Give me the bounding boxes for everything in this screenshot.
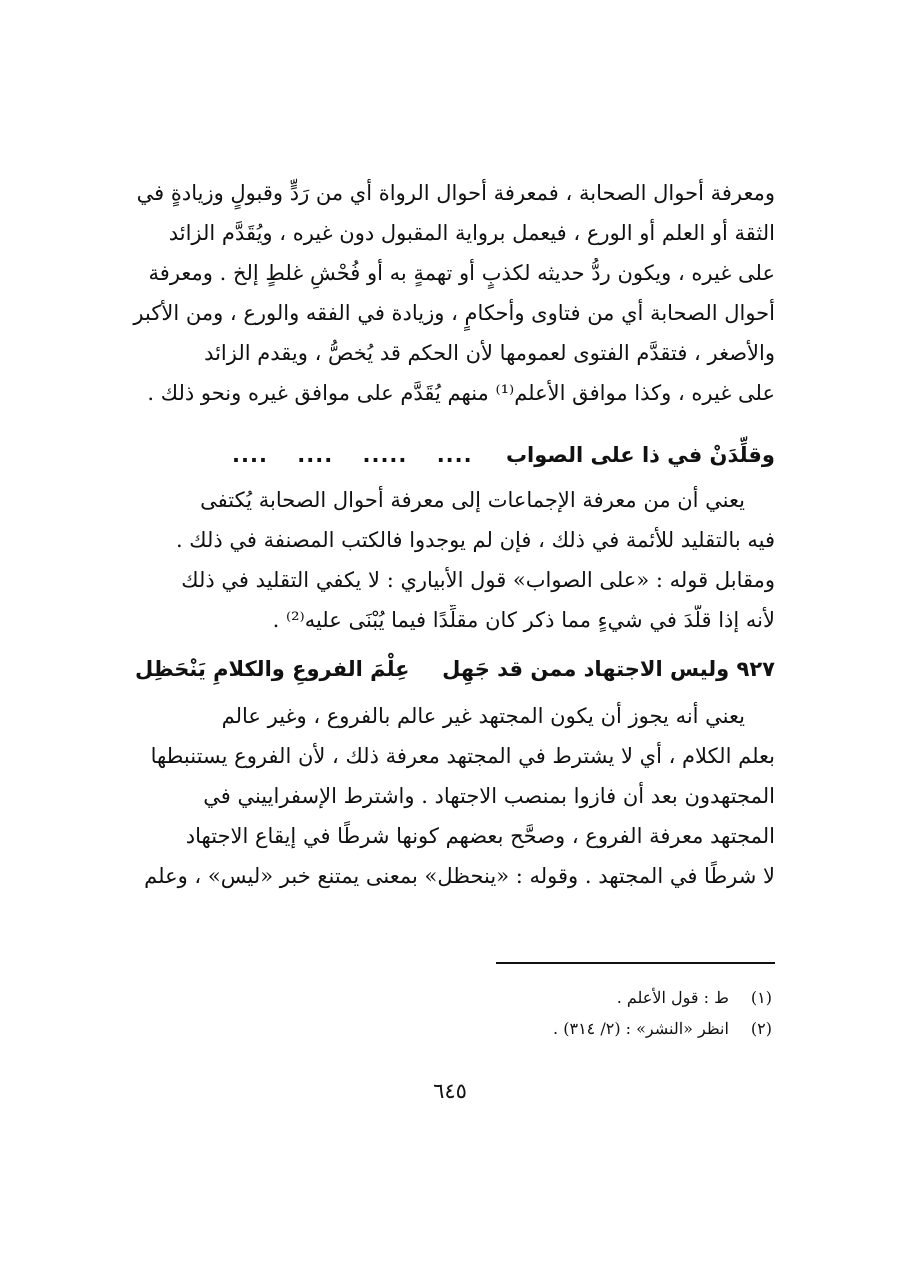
verse-dots: .... (232, 443, 268, 467)
footnote-separator (496, 962, 775, 964)
page-number: ٦٤٥ (433, 1079, 467, 1103)
verse-number: ٩٢٧ (736, 657, 775, 681)
footnote-text: ط : قول الأعلم . (616, 988, 729, 1007)
paragraph-2 (128, 485, 775, 645)
text-line: على غيره ، ويكون ردُّ حديثه لكذبٍ أو تهمةٍ به أو فُحْشِ غلطٍ إلخ . ومعرفة (148, 261, 775, 285)
paragraph-3 (128, 701, 775, 901)
paragraph-1 (128, 178, 775, 438)
verse-text: وقلِّدَنْ في ذا على الصواب (505, 443, 775, 467)
verse-dots: .... (436, 443, 473, 467)
verse-first-half: وليس الاجتهاد ممن قد جَهِل (442, 657, 730, 681)
footnote-1 (372, 984, 772, 1012)
text-line: يعني أن من معرفة الإجماعات إلى معرفة أحوال الصحابة يُكتفى (200, 488, 745, 512)
text-line: أحوال الصحابة أي من فتاوى وأحكامٍ ، وزيادة في الفقه والورع ، ومن الأكبر (133, 301, 775, 325)
verse-dots: ..... (362, 443, 408, 467)
text-line: يعني أنه يجوز أن يكون المجتهد غير عالم بالفروع ، وغير عالم (221, 704, 745, 728)
text-line: الثقة أو العلم أو الورع ، فيعمل برواية المقبول دون غيره ، ويُقَدَّم الزائد (168, 221, 775, 245)
text-line: لا شرطًا في المجتهد . وقوله : «ينحظل» بمعنى يمتنع خبر «ليس» ، وعلم (144, 864, 775, 888)
footnote-marker: (٢) (750, 1019, 772, 1038)
text-line: بعلم الكلام ، أي لا يشترط في المجتهد معرفة ذلك ، لأن الفروع يستنبطها (150, 744, 775, 768)
text-line: المجتهدون بعد أن فازوا بمنصب الاجتهاد . واشترط الإسفراييني في (203, 784, 775, 808)
text-line: المجتهد معرفة الفروع ، وصحَّح بعضهم كونها شرطًا في إيقاع الاجتهاد (185, 824, 775, 848)
footnote-marker: (١) (750, 988, 772, 1007)
text-line: والأصغر ، فتقدَّم الفتوى لعمومها لأن الحكم قد يُخصُّ ، ويقدم الزائد (204, 341, 775, 365)
verse-dots: .... (297, 443, 334, 467)
verse-line-1 (128, 438, 775, 472)
footnote-2 (372, 1015, 772, 1043)
text-line: لأنه إذا قلَّدَ في شيءٍ مما ذكر كان مقلِّدًا فيما يُبْنَى عليه⁽²⁾ . (272, 608, 775, 632)
text-line: فيه بالتقليد للأئمة في ذلك ، فإن لم يوجدوا فالكتب المصنفة في ذلك . (175, 528, 775, 552)
verse-line-2 (128, 652, 775, 686)
verse-second-half: عِلْمَ الفروعِ والكلامِ يَنْحَظِل (135, 657, 410, 681)
text-line: ومقابل قوله : «على الصواب» قول الأبياري : لا يكفي التقليد في ذلك (181, 568, 775, 592)
text-line: ومعرفة أحوال الصحابة ، فمعرفة أحوال الرواة أي من رَدٍّ وقبولٍ وزيادةٍ في (136, 181, 775, 205)
footnote-text: انظر «النشر» : (٢/ ٣١٤) . (553, 1019, 729, 1038)
text-line: على غيره ، وكذا موافق الأعلم⁽¹⁾ منهم يُقَدَّم على موافق غيره ونحو ذلك . (147, 381, 775, 405)
